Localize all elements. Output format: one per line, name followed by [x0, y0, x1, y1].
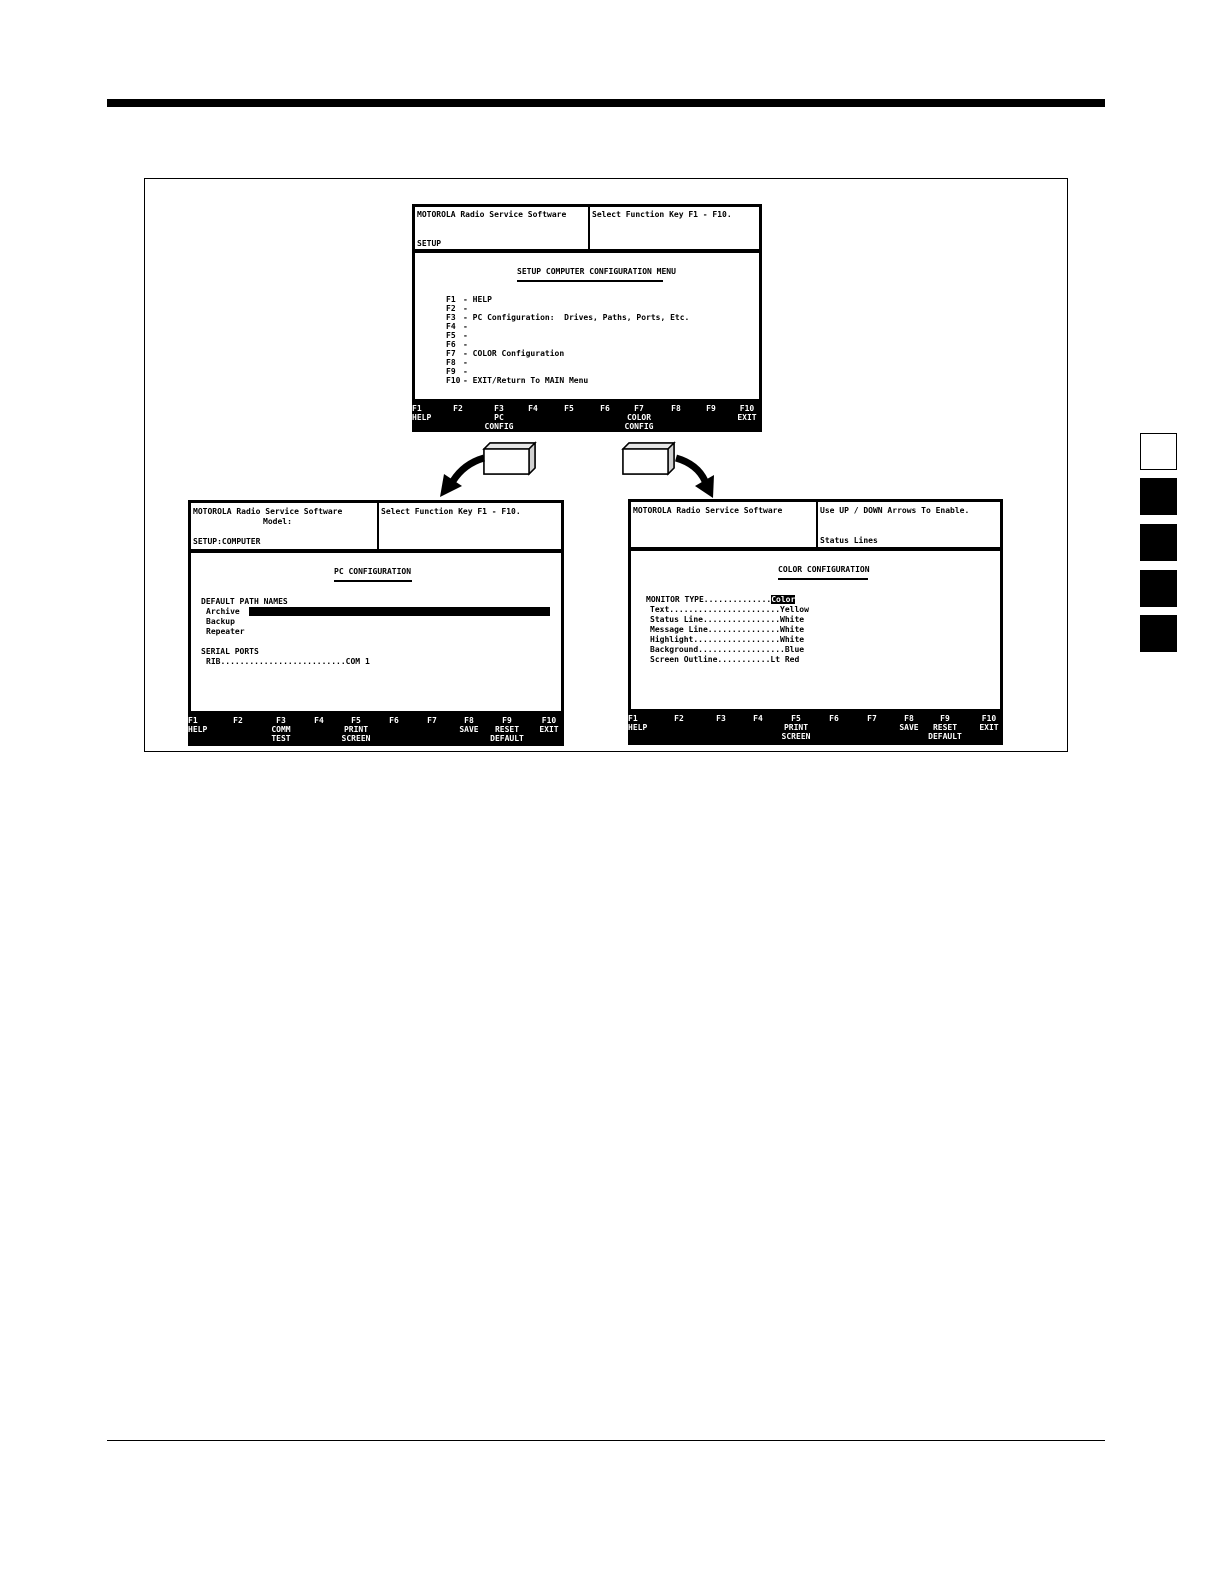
fkey-f5[interactable]: F5 PRINT SCREEN — [781, 714, 811, 741]
menu-item[interactable]: F8 - — [446, 358, 468, 367]
background-color-setting[interactable]: Background..................Blue — [650, 645, 805, 654]
title-underline — [778, 578, 868, 580]
screen-outline-color-setting[interactable]: Screen Outline...........Lt Red — [650, 655, 800, 664]
fkey-f9[interactable]: F9 — [706, 404, 716, 413]
fkey-f7[interactable]: F7 COLOR CONFIG — [624, 404, 654, 431]
fkey-f2[interactable]: F2 — [233, 716, 243, 725]
fkey-f9[interactable]: F9 RESET DEFAULT — [490, 716, 524, 743]
model-label: Model: — [263, 517, 292, 526]
status-lines-label: Status Lines — [820, 536, 878, 545]
screen-title: COLOR CONFIGURATION — [778, 565, 870, 574]
fkey-f4[interactable]: F4 — [753, 714, 763, 723]
fkey-f8[interactable]: F8 — [671, 404, 681, 413]
fkey-f8[interactable]: F8 SAVE — [459, 716, 479, 734]
prompt-text: Select Function Key F1 - F10. — [381, 507, 521, 516]
header-left-panel — [412, 204, 590, 252]
header-right-panel — [377, 500, 564, 552]
serial-section-label: SERIAL PORTS — [201, 647, 259, 656]
function-key-bar — [412, 402, 762, 432]
fkey-f5[interactable]: F5 PRINT SCREEN — [341, 716, 371, 743]
backup-label: Backup — [206, 617, 235, 626]
prompt-text: Select Function Key F1 - F10. — [592, 210, 732, 219]
fkey-f2[interactable]: F2 — [453, 404, 463, 413]
fkey-f10[interactable]: F10 EXIT — [979, 714, 999, 732]
app-title: MOTOROLA Radio Service Software — [417, 210, 567, 219]
highlight-color-setting[interactable]: Highlight..................White — [650, 635, 805, 644]
fkey-f3[interactable]: F3 — [716, 714, 726, 723]
function-key-bar — [628, 712, 1003, 745]
side-tab-5 — [1140, 615, 1177, 652]
fkey-f6[interactable]: F6 — [829, 714, 839, 723]
menu-item[interactable]: F5 - — [446, 331, 468, 340]
side-tab-3 — [1140, 524, 1177, 561]
context-label: SETUP — [417, 239, 442, 248]
path-section-label: DEFAULT PATH NAMES — [201, 597, 288, 606]
monitor-type-value[interactable]: Color — [771, 595, 796, 604]
menu-item[interactable]: F2 - — [446, 304, 468, 313]
fkey-f6[interactable]: F6 — [600, 404, 610, 413]
fkey-f1[interactable]: F1 HELP — [412, 404, 432, 422]
header-right-panel — [816, 499, 1003, 550]
app-title: MOTOROLA Radio Service Software — [193, 507, 343, 516]
repeater-label: Repeater — [206, 627, 245, 636]
fkey-f7[interactable]: F7 — [427, 716, 437, 725]
color-configuration-screen — [628, 499, 1003, 745]
pc-configuration-screen — [188, 500, 564, 746]
fkey-f1[interactable]: F1 HELP — [188, 716, 208, 734]
header-right-panel — [588, 204, 762, 252]
fkey-f2[interactable]: F2 — [674, 714, 684, 723]
side-tab-1 — [1140, 433, 1177, 470]
menu-item[interactable]: F6 - — [446, 340, 468, 349]
header-left-panel — [628, 499, 818, 550]
side-tab-4 — [1140, 570, 1177, 607]
menu-item[interactable]: F7 - COLOR Configuration — [446, 349, 565, 358]
menu-item[interactable]: F9 - — [446, 367, 468, 376]
title-underline — [334, 580, 412, 582]
rib-port-setting[interactable]: RIB..........................COM 1 — [206, 657, 370, 666]
menu-item[interactable]: F3 - PC Configuration: Drives, Paths, Ports, Etc. — [446, 313, 690, 322]
fkey-f10[interactable]: F10 EXIT — [737, 404, 757, 422]
fkey-f3[interactable]: F3 COMM TEST — [271, 716, 291, 743]
fkey-f9[interactable]: F9 RESET DEFAULT — [928, 714, 962, 741]
function-key-bar — [188, 714, 564, 746]
fkey-f6[interactable]: F6 — [389, 716, 399, 725]
pc-config-panel — [188, 550, 564, 714]
bottom-rule — [107, 1440, 1105, 1441]
context-label: SETUP:COMPUTER — [193, 537, 261, 546]
fkey-f7[interactable]: F7 — [867, 714, 877, 723]
prompt-text: Use UP / DOWN Arrows To Enable. — [820, 506, 970, 515]
side-tab-2 — [1140, 478, 1177, 515]
header-left-panel — [188, 500, 379, 552]
top-rule — [107, 99, 1105, 107]
screen-title: PC CONFIGURATION — [334, 567, 412, 576]
fkey-f3[interactable]: F3 PC CONFIG — [484, 404, 514, 431]
status-line-color-setting[interactable]: Status Line................White — [650, 615, 805, 624]
fkey-f4[interactable]: F4 — [314, 716, 324, 725]
color-config-panel — [628, 548, 1003, 712]
setup-menu-screen — [412, 204, 762, 432]
text-color-setting[interactable]: Text.......................Yellow — [650, 605, 809, 614]
archive-path-field[interactable] — [249, 607, 550, 616]
menu-panel — [412, 250, 762, 402]
message-line-color-setting[interactable]: Message Line...............White — [650, 625, 805, 634]
fkey-f1[interactable]: F1 HELP — [628, 714, 648, 732]
app-title: MOTOROLA Radio Service Software — [633, 506, 783, 515]
fkey-f5[interactable]: F5 — [564, 404, 574, 413]
monitor-type-setting[interactable]: MONITOR TYPE..............Color — [646, 595, 796, 604]
archive-label: Archive — [206, 607, 240, 616]
fkey-f10[interactable]: F10 EXIT — [539, 716, 559, 734]
menu-item[interactable]: F1 - HELP — [446, 295, 492, 304]
menu-item[interactable]: F10 - EXIT/Return To MAIN Menu — [446, 376, 589, 385]
menu-item[interactable]: F4 - — [446, 322, 468, 331]
menu-title: SETUP COMPUTER CONFIGURATION MENU — [517, 267, 676, 276]
title-underline — [517, 280, 663, 282]
fkey-f4[interactable]: F4 — [528, 404, 538, 413]
fkey-f8[interactable]: F8 SAVE — [899, 714, 919, 732]
